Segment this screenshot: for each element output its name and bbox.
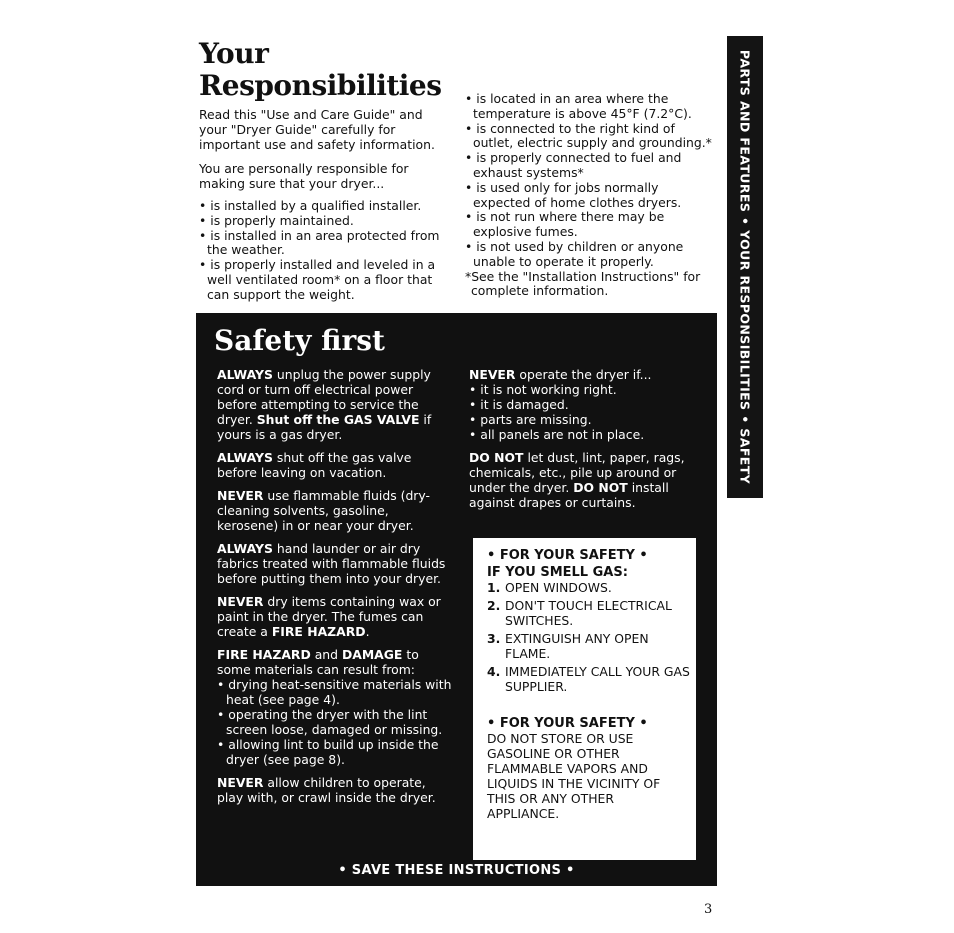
warning-heading: • FOR YOUR SAFETY • xyxy=(487,716,648,731)
list-item: • parts are missing. xyxy=(469,412,694,427)
safety-paragraph: FIRE HAZARD and DAMAGE to some materials can result from: xyxy=(217,647,419,677)
list-item: • allowing lint to build up inside the dryer (see page 8). xyxy=(217,737,452,767)
list-item: • is installed in an area protected from the weather. xyxy=(199,229,454,259)
list-item: • is used only for jobs normally expected of home clothes dryers. xyxy=(465,181,718,211)
save-instructions-line: • SAVE THESE INSTRUCTIONS • xyxy=(338,863,575,878)
list-item: • is installed by a qualified installer. xyxy=(199,199,454,214)
list-item: • is not used by children or anyone unable to operate it properly. xyxy=(465,240,718,270)
list-item: • drying heat-sensitive materials with heat (see page 4). xyxy=(217,677,452,707)
list-item: • is located in an area where the temperature is above 45°F (7.2°C). xyxy=(465,92,718,122)
list-item: • is not run where there may be explosive fumes. xyxy=(465,210,718,240)
storage-warning: DO NOT STORE OR USE GASOLINE OR OTHER FLAMMABLE VAPORS AND LIQUIDS IN THE VICINITY OF THIS OR ANY OTHER APPLIANCE. xyxy=(487,731,661,821)
safety-paragraph: ALWAYS hand launder or air dry fabrics treated with flammable fluids before putting them into your dryer. xyxy=(217,541,446,586)
section-side-tab xyxy=(727,36,763,498)
list-item: • is properly connected to fuel and exhaust systems* xyxy=(465,151,718,181)
title-line-2: Responsibilities xyxy=(199,69,442,102)
intro-left-column xyxy=(199,108,454,303)
safety-paragraph: DO NOT let dust, lint, paper, rags, chemicals, etc., pile up around or under the dryer. DO NOT install against drapes or curtains. xyxy=(469,450,685,510)
list-item: • is properly maintained. xyxy=(199,214,454,229)
list-item: • it is damaged. xyxy=(469,397,694,412)
warning-subheading: IF YOU SMELL GAS: xyxy=(487,565,628,580)
safety-first-box xyxy=(196,313,717,886)
safety-paragraph: ALWAYS unplug the power supply cord or turn off electrical power before attempting to service the dryer. Shut off the GAS VALVE if yours is a gas dryer. xyxy=(217,367,432,442)
safety-paragraph: NEVER allow children to operate, play with, or crawl inside the dryer. xyxy=(217,775,436,805)
list-item: 4. IMMEDIATELY CALL YOUR GAS SUPPLIER. xyxy=(487,664,690,694)
safety-paragraph: NEVER use flammable fluids (dry-cleaning solvents, gasoline, kerosene) in or near your dryer. xyxy=(217,488,430,533)
safety-paragraph: NEVER operate the dryer if... xyxy=(469,367,652,382)
list-item: 3. EXTINGUISH ANY OPEN FLAME. xyxy=(487,631,649,661)
list-item: • it is not working right. xyxy=(469,382,694,397)
page-title xyxy=(199,38,459,102)
safety-left-column xyxy=(217,367,452,805)
responsibility-lead: You are personally responsible for making sure that your dryer... xyxy=(199,161,409,192)
gas-steps-list xyxy=(487,580,690,694)
warning-heading: • FOR YOUR SAFETY • xyxy=(487,548,648,563)
list-item: • is connected to the right kind of outlet, electric supply and grounding.* xyxy=(465,122,718,152)
gas-warning-box xyxy=(473,538,696,860)
list-item: • operating the dryer with the lint screen loose, damaged or missing. xyxy=(217,707,452,737)
safety-title: Safety first xyxy=(214,324,385,357)
intro-paragraph: Read this "Use and Care Guide" and your "Dryer Guide" carefully for important use and safety information. xyxy=(199,107,435,152)
side-tab-label: PARTS AND FEATURES • YOUR RESPONSIBILITIES • SAFETY xyxy=(737,49,753,485)
list-item: 1. OPEN WINDOWS. xyxy=(487,580,612,595)
page-number: 3 xyxy=(704,902,713,917)
intro-right-column xyxy=(465,92,718,299)
list-item: • is properly installed and leveled in a well ventilated room* on a floor that can support the weight. xyxy=(199,258,454,302)
safety-right-column xyxy=(469,367,694,510)
title-line-1: Your xyxy=(199,37,269,70)
safety-paragraph: NEVER dry items containing wax or paint in the dryer. The fumes can create a FIRE HAZARD. xyxy=(217,594,441,639)
footnote: *See the "Installation Instructions" for complete information. xyxy=(465,268,701,299)
list-item: • all panels are not in place. xyxy=(469,427,694,442)
safety-paragraph: ALWAYS shut off the gas valve before leaving on vacation. xyxy=(217,450,412,480)
list-item: 2. DON'T TOUCH ELECTRICAL SWITCHES. xyxy=(487,598,672,628)
